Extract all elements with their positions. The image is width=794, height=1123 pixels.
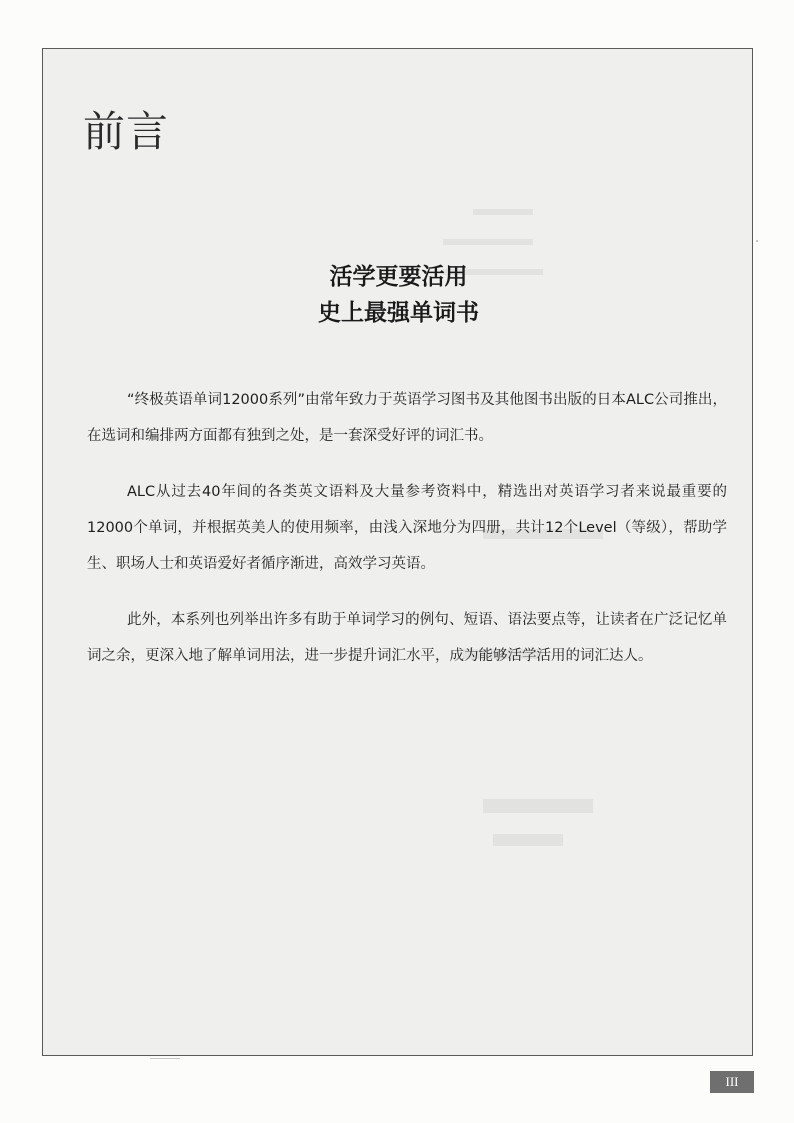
section-heading: 前言: [83, 107, 170, 156]
preface-panel: [42, 48, 753, 1056]
show-through-mark: [493, 834, 563, 846]
scan-artifact: [150, 1058, 180, 1059]
title-line-1: 活学更要活用: [329, 264, 468, 290]
paragraph-1: “终极英语单词12000系列”由常年致力于英语学习图书及其他图书出版的日本ALC公司推出，在选词和编排两方面都有独到之处，是一套深受好评的词汇书。: [87, 392, 727, 444]
title-line-2: 史上最强单词书: [318, 300, 479, 326]
show-through-mark: [483, 799, 593, 813]
show-through-mark: [443, 239, 533, 245]
body-text: [87, 382, 727, 694]
page-number: III: [710, 1071, 754, 1093]
paragraph-3: 此外，本系列也列举出许多有助于单词学习的例句、短语、语法要点等，让读者在广泛记忆单词之余，更深入地了解单词用法，进一步提升词汇水平，成为能够活学活用的词汇达人。: [87, 612, 727, 664]
show-through-mark: [473, 209, 533, 215]
title-block: [43, 259, 753, 331]
scan-artifact: [756, 240, 758, 242]
paragraph-2: ALC从过去40年间的各类英文语料及大量参考资料中，精选出对英语学习者来说最重要的12000个单词，并根据英美人的使用频率，由浅入深地分为四册，共计12个Level（等级），帮助学生、职场人士和英语爱好者循序渐进，高效学习英语。: [87, 484, 727, 572]
